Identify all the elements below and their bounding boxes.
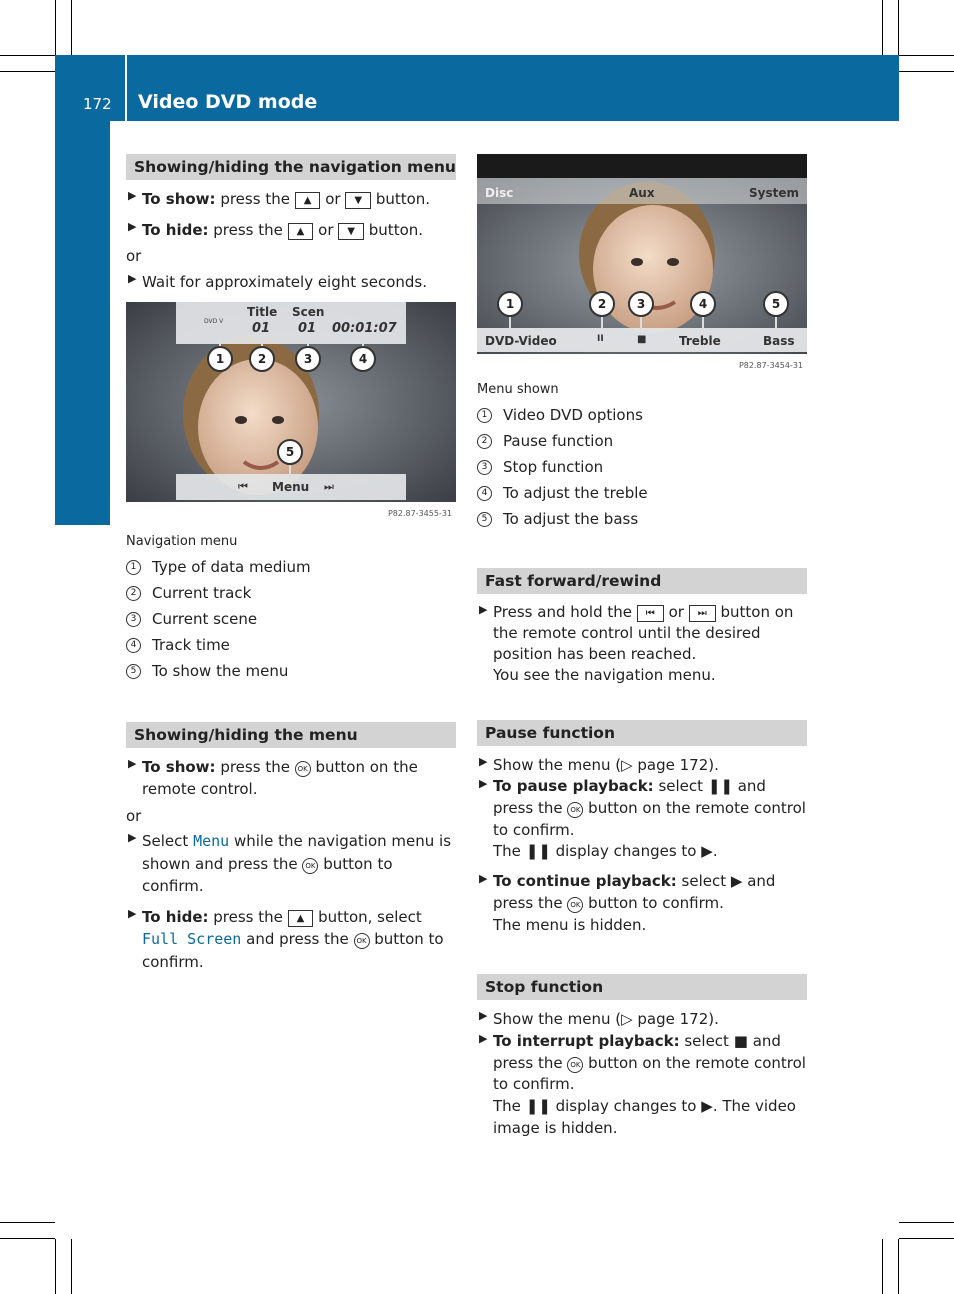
instruction-wait: ▶ Wait for approximately eight seconds. [128, 271, 427, 291]
rewind-key-icon: ⏮ [637, 605, 664, 622]
time-value: 00:01:07 [332, 321, 397, 336]
marker-5: 5 [277, 439, 303, 465]
dvd-label: DVD V [204, 318, 224, 325]
instruction-hide-menu: ▶ To hide: press the ▲ button, select Full Screen and press the OK button to confirm. [128, 906, 444, 971]
or-text: or [126, 806, 142, 825]
triangle-right-icon: ▶ [128, 906, 137, 920]
menu-label: Menu [272, 480, 310, 494]
play-icon: ▶ [701, 842, 713, 861]
crop-mark [882, 1239, 883, 1294]
triangle-right-icon: ▶ [479, 1031, 488, 1045]
legend-item: 4 To adjust the treble [477, 480, 807, 506]
triangle-right-icon: ▶ [479, 1009, 488, 1023]
number-circle-icon: 5 [477, 512, 492, 527]
pause-icon: ❚❚ [707, 777, 733, 795]
number-circle-icon: 5 [126, 664, 141, 679]
instruction-select-menu: ▶ Select Menu while the navigation menu is shown and press the OK button to confirm. [128, 831, 452, 895]
instruction-fast-forward: ▶ Press and hold the ⏮ or ⏭ button on the remote control until the desired position has been reached. You see the navigation menu. [479, 602, 794, 684]
crop-mark [899, 71, 954, 72]
scene-value: 01 [298, 321, 317, 336]
up-arrow-key-icon: ▲ [288, 910, 314, 927]
play-icon: ▶ [730, 872, 743, 890]
instruction-pause: ▶ To pause playback: select ❚❚ and press the OK button on the remote control to confirm. The ❚❚ display changes to ▶. [479, 777, 806, 861]
menu-shown-screenshot [477, 154, 807, 374]
instruction-continue: ▶ To continue playback: select ▶ and press the OK button to confirm. The menu is hidden. [479, 872, 776, 934]
number-circle-icon: 2 [126, 586, 141, 601]
pause-icon: ❚❚ [525, 842, 551, 861]
stop-option: ■ [637, 334, 647, 345]
marker-3: 3 [295, 346, 321, 372]
crop-mark [71, 1239, 72, 1294]
legend-item: 3 Current scene [126, 606, 456, 632]
number-circle-icon: 3 [477, 460, 492, 475]
marker-4: 4 [690, 291, 716, 317]
play-icon: ▶ [701, 1097, 713, 1115]
section-heading-pause: Pause function [477, 720, 807, 746]
ok-button-icon: OK [567, 897, 583, 913]
triangle-right-icon: ▶ [479, 754, 488, 768]
up-arrow-key-icon: ▲ [295, 192, 321, 209]
menu-code-text: Menu [193, 832, 230, 850]
treble-option: Treble [679, 334, 721, 348]
legend-item: 2 Current track [126, 580, 456, 606]
triangle-right-icon: ▶ [128, 831, 137, 844]
section-heading-stop: Stop function [477, 974, 807, 1000]
section-heading-menu: Showing/hiding the menu [126, 722, 456, 748]
triangle-right-icon: ▶ [479, 777, 488, 790]
instruction-show-nav: ▶ To show: press the ▲ or ▼ button. [128, 189, 431, 208]
page-number: 172 [83, 95, 112, 113]
page-title: Video DVD mode [138, 91, 318, 113]
crop-mark [899, 1222, 954, 1223]
rewind-icon: ⏮ [238, 480, 248, 493]
tab-disc: Disc [485, 186, 514, 200]
triangle-right-icon: ▶ [479, 602, 488, 616]
number-circle-icon: 3 [126, 612, 141, 627]
marker-3: 3 [628, 291, 654, 317]
image-code: P82.87-3455-31 [387, 509, 452, 518]
legend-item: 5 To show the menu [126, 658, 456, 684]
marker-4: 4 [350, 346, 376, 372]
legend-item: 3 Stop function [477, 454, 807, 480]
menu-legend [477, 402, 807, 532]
number-circle-icon: 1 [126, 560, 141, 575]
crop-mark [0, 1222, 55, 1223]
legend-item: 4 Track time [126, 632, 456, 658]
triangle-right-icon: ▶ [479, 872, 488, 885]
full-screen-code-text: Full Screen [142, 930, 242, 948]
ok-button-icon: OK [567, 1057, 583, 1073]
number-circle-icon: 1 [477, 408, 492, 423]
image-code: P82.87-3454-31 [738, 361, 803, 370]
legend-item: 2 Pause function [477, 428, 807, 454]
crop-mark [882, 0, 883, 55]
triangle-right-icon: ▶ [128, 189, 137, 202]
crop-mark [899, 1238, 954, 1239]
section-heading-nav-menu: Showing/hiding the navigation menu [126, 154, 456, 180]
instruction-show-menu: ▶ Show the menu (▷ page 172). [479, 1009, 719, 1029]
pause-option: II [597, 334, 604, 344]
image-caption: Navigation menu [126, 534, 238, 549]
marker-2: 2 [249, 346, 275, 372]
down-arrow-key-icon: ▼ [345, 192, 371, 209]
bass-option: Bass [763, 334, 795, 348]
legend-item: 5 To adjust the bass [477, 506, 807, 532]
marker-1: 1 [207, 346, 233, 372]
triangle-right-icon: ▶ [128, 271, 137, 285]
stop-icon: ■ [733, 1031, 748, 1050]
instruction-hide-nav: ▶ To hide: press the ▲ or ▼ button. [128, 219, 424, 239]
down-arrow-key-icon: ▼ [338, 223, 364, 240]
or-text: or [126, 247, 142, 265]
tab-system: System [749, 186, 799, 200]
marker-2: 2 [589, 291, 615, 317]
chapter-title: Rear Seat Entertainment [69, 174, 95, 498]
header-divider [125, 55, 127, 121]
track-value: 01 [252, 321, 271, 336]
triangle-right-icon: ▶ [128, 219, 137, 233]
dvd-video-option: DVD-Video [485, 334, 557, 348]
legend-item: 1 Type of data medium [126, 554, 456, 580]
instruction-show-menu: ▶ To show: press the OK button on the remote control. [128, 756, 418, 798]
marker-5: 5 [763, 291, 789, 317]
pause-icon: ❚❚ [525, 1097, 551, 1115]
crop-mark [898, 1239, 899, 1294]
right-column [477, 154, 807, 1140]
crop-mark [0, 71, 55, 72]
ok-button-icon: OK [302, 858, 318, 874]
ok-button-icon: OK [295, 761, 311, 777]
scene-label: Scen [292, 305, 325, 319]
nav-legend [126, 554, 456, 684]
ok-button-icon: OK [567, 802, 583, 818]
marker-1: 1 [497, 291, 523, 317]
crop-mark [898, 0, 899, 55]
left-column [126, 154, 456, 973]
crop-mark [71, 0, 72, 55]
crop-mark [0, 55, 55, 56]
crop-mark [0, 1238, 55, 1239]
instruction-stop: ▶ To interrupt playback: select ■ and press the OK button on the remote control to confirm. The ❚❚ display changes to ▶. The video image is hidden. [479, 1031, 806, 1137]
section-heading-fast-forward: Fast forward/rewind [477, 568, 807, 594]
ok-button-icon: OK [354, 933, 370, 949]
number-circle-icon: 2 [477, 434, 492, 449]
crop-mark [55, 0, 56, 55]
triangle-right-icon: ▶ [128, 756, 137, 770]
crop-mark [55, 1239, 56, 1294]
tab-aux: Aux [629, 186, 655, 200]
navigation-menu-screenshot [126, 302, 456, 526]
fast-forward-key-icon: ⏭ [689, 605, 716, 622]
crop-mark [899, 55, 954, 56]
fast-forward-icon: ⏭ [324, 480, 334, 493]
instruction-show-menu: ▶ Show the menu (▷ page 172). [479, 754, 719, 774]
up-arrow-key-icon: ▲ [288, 223, 314, 240]
number-circle-icon: 4 [126, 638, 141, 653]
title-label: Title [247, 305, 278, 319]
legend-item: 1 Video DVD options [477, 402, 807, 428]
image-caption: Menu shown [477, 382, 559, 397]
number-circle-icon: 4 [477, 486, 492, 501]
